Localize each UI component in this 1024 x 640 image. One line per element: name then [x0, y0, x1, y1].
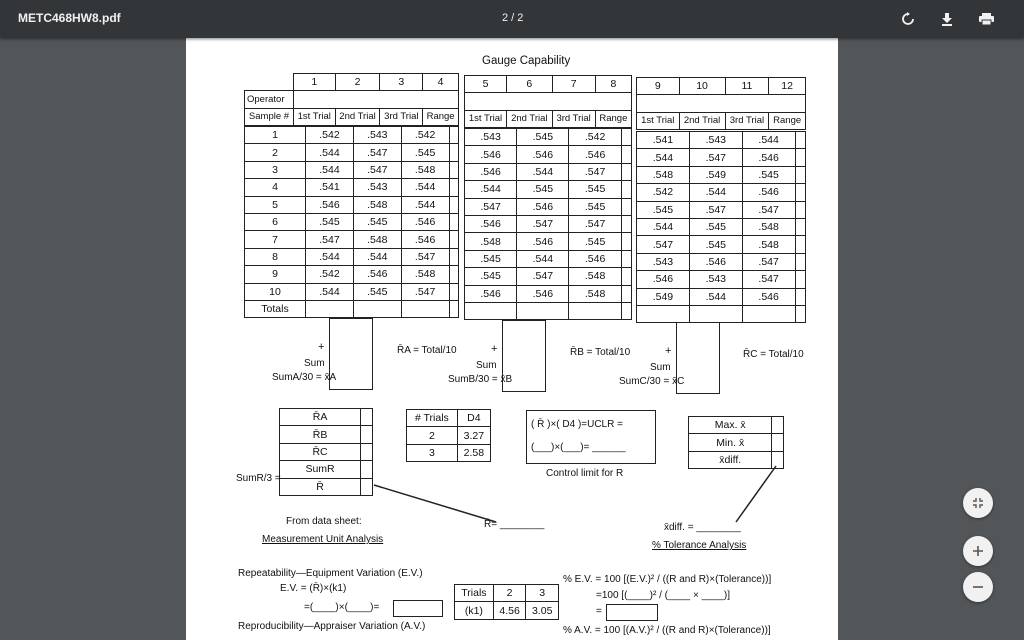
page-indicator: 2 / 2 [502, 12, 524, 24]
table-row: 8 .544 .544 .547 [245, 248, 459, 265]
rbar-table: R̄A R̄B R̄C SumR R̄ [279, 408, 373, 496]
table-row: 7 .547 .548 .546 [245, 231, 459, 248]
fit-icon [972, 497, 984, 509]
table-row: .543 .545 .542 [465, 129, 632, 146]
sumc-formula: SumC/30 = x̄C [619, 376, 685, 387]
table-row: .542 .544 .546 [637, 184, 806, 201]
from-data-sheet: From data sheet: [286, 516, 362, 527]
plus-icon [972, 545, 984, 557]
table-row: 5 .546 .548 .544 [245, 196, 459, 213]
file-title: METC468HW8.pdf [18, 11, 121, 25]
sum-a-label: Sum [304, 358, 325, 369]
table-row: .544 .545 .548 [637, 218, 806, 235]
operator-a-data: 1 .542 .543 .542 2 .544 .547 .545 3 .544 .547 .548 4 .541 .543 .544 5 .546 .548 .544 6 .545 .545 .546 7 .547 .548 .546 8 .544 .544 .547 9 .542 .546 .548 10 .544 .545 .547 Totals [244, 126, 459, 318]
rc-formula: R̄C = Total/10 [743, 349, 804, 360]
minus-icon [972, 581, 984, 593]
pct-ev3: = [596, 606, 602, 617]
plus-b: + [491, 343, 498, 355]
ev-result-box [393, 600, 443, 617]
pct-ev: % E.V. = 100 [(E.V.)² / ((R and R)×(Tolerance))] [563, 574, 772, 585]
pdf-toolbar [0, 0, 1024, 38]
table-row: 6 .545 .545 .546 [245, 213, 459, 230]
plus-a: + [318, 341, 325, 353]
sumr-over3: SumR/3 = [236, 473, 281, 484]
table-row: .541 .543 .544 [637, 132, 806, 149]
rotate-icon[interactable] [898, 9, 918, 29]
xdiff-eq: x̄diff. = ________ [664, 522, 741, 533]
table-row: .545 .547 .547 [637, 201, 806, 218]
repeat-title: Repeatability—Equipment Variation (E.V.) [238, 568, 423, 579]
rb-formula: R̄B = Total/10 [570, 347, 631, 358]
table-row: .544 .545 .545 [465, 181, 632, 198]
table-row: .549 .544 .546 [637, 288, 806, 305]
table-row: .546 .546 .548 [465, 285, 632, 302]
table-row: 3 .544 .547 .548 [245, 161, 459, 178]
table-row: .547 .545 .548 [637, 236, 806, 253]
mua-title: Measurement Unit Analysis [262, 534, 384, 545]
table-row: 9 .542 .546 .548 [245, 266, 459, 283]
heading: Gauge Capability [482, 55, 571, 67]
table-row: 2 .544 .547 .545 [245, 144, 459, 161]
repro-title: Reproducibility—Appraiser Variation (A.V.) [238, 621, 426, 632]
table-row: 10 .544 .545 .547 [245, 283, 459, 300]
table-row: .545 .544 .546 [465, 250, 632, 267]
control-limit: Control limit for R [546, 468, 624, 479]
sumb-formula: SumB/30 = x̄B [448, 374, 513, 385]
download-icon[interactable] [937, 9, 957, 29]
k1-table: Trials 2 3 (k1) 4.56 3.05 [454, 584, 559, 620]
zoom-in-button[interactable] [963, 536, 993, 566]
print-icon[interactable] [976, 9, 996, 29]
pct-av: % A.V. = 100 [(A.V.)² / ((R and R)×(Tolerance))] [563, 625, 771, 636]
table-row: .548 .549 .545 [637, 166, 806, 183]
table-row: .548 .546 .545 [465, 233, 632, 250]
table-row: 1 .542 .543 .542 [245, 127, 459, 144]
operator-a-table: 1 2 3 4 Operator Sample # 1st Trial 2nd Trial 3rd Trial Range [244, 73, 459, 126]
suma-formula: SumA/30 = x̄A [272, 372, 337, 383]
table-row: .545 .547 .548 [465, 268, 632, 285]
plus-c: + [665, 345, 672, 357]
table-row: .546 .543 .547 [637, 271, 806, 288]
sum-c-label: Sum [650, 362, 671, 373]
d4-table: # Trials D4 2 3.27 3 2.58 [406, 409, 491, 462]
table-row: .544 .547 .546 [637, 149, 806, 166]
table-row: .543 .546 .547 [637, 253, 806, 270]
ucl-line2: (___)×(___)= ______ [531, 442, 626, 453]
table-row: .546 .544 .547 [465, 163, 632, 180]
table-row: .546 .547 .547 [465, 215, 632, 232]
zoom-out-button[interactable] [963, 572, 993, 602]
ev-eq: E.V. = (R̄)×(k1) [280, 583, 347, 594]
pdf-page [186, 38, 838, 640]
table-row: .547 .546 .545 [465, 198, 632, 215]
operator-c-table: 9 10 11 12 1st Trial 2nd Trial 3rd Trial Range [636, 77, 806, 130]
sum-b-label: Sum [476, 360, 497, 371]
operator-b-table: 5 6 7 8 1st Trial 2nd Trial 3rd Trial Range [464, 75, 632, 128]
rbar-eq: R̄= ________ [484, 519, 545, 530]
ucl-line1: ( R̄ )×( D4 )=UCLR = [531, 419, 623, 430]
tolerance-analysis: % Tolerance Analysis [652, 540, 747, 551]
table-row: .546 .546 .546 [465, 146, 632, 163]
pct-ev2: =100 [(____)² / (____ × ____)] [596, 590, 730, 601]
ra-formula: R̄A = Total/10 [397, 345, 457, 356]
xbar-table: Max. x̄ Min. x̄ x̄diff. [688, 416, 784, 469]
fit-page-button[interactable] [963, 488, 993, 518]
pct-ev-box [606, 604, 658, 621]
table-row: 4 .541 .543 .544 [245, 179, 459, 196]
ev-fill: =(____)×(____)= [304, 602, 380, 613]
